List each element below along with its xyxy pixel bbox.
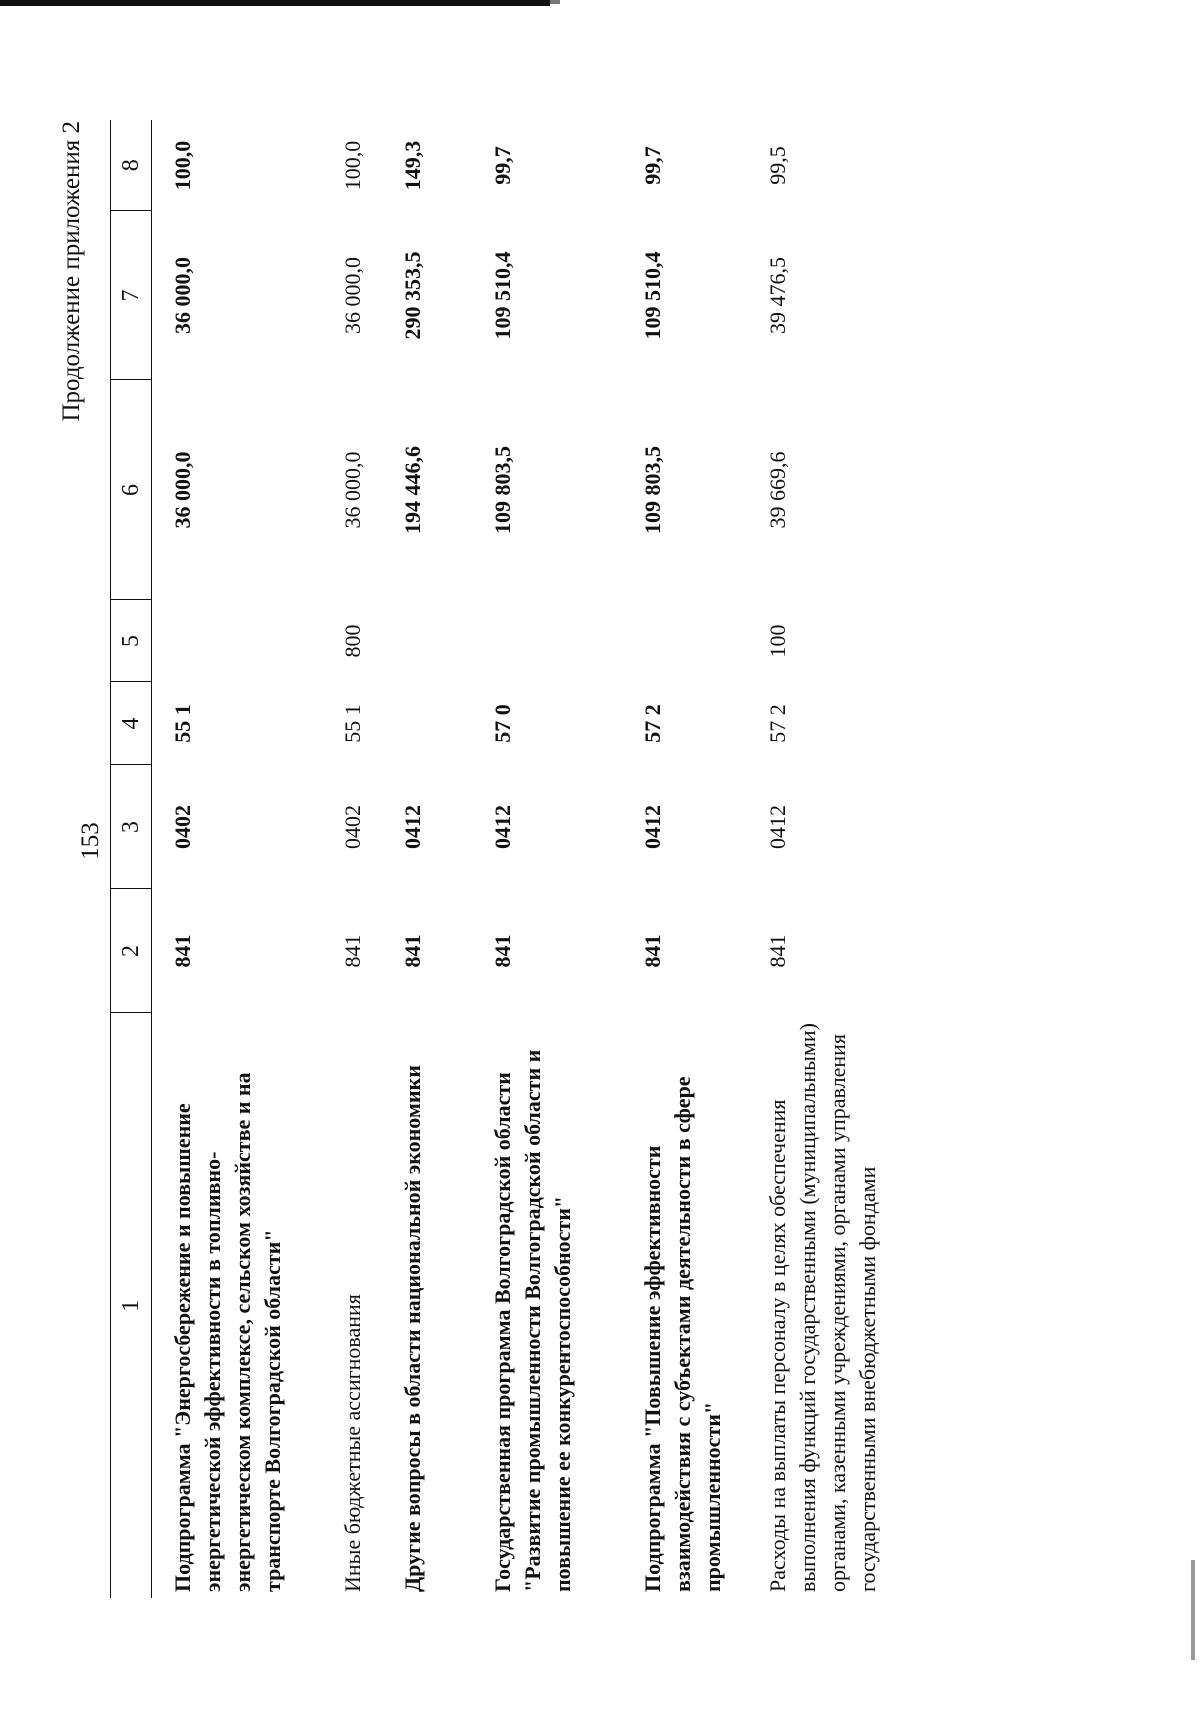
cell-percent: 100,0	[170, 140, 195, 191]
cell-program	[398, 682, 488, 765]
cell-code: 841	[765, 934, 790, 968]
cell-actual: 36 000,0	[340, 257, 365, 334]
row-name: Государственная программа Волгоградской области "Развитие промышленности Волгоградской области и повышение ее конкурентоспособности"	[490, 1049, 575, 1592]
row-name: Иные бюджетные ассигнования	[340, 1294, 365, 1592]
cell-type	[152, 600, 339, 682]
cell-section: 0412	[490, 805, 515, 849]
cell-percent: 149,3	[400, 140, 425, 191]
cell-percent: 99,5	[765, 146, 790, 185]
cell-plan: 39 669,6	[765, 451, 790, 529]
cell-code: 841	[400, 934, 425, 968]
table-row	[488, 120, 638, 1598]
cell-actual: 109 510,4	[490, 251, 515, 340]
cell-plan: 109 803,5	[640, 446, 665, 534]
cell-plan: 36 000,0	[170, 451, 195, 529]
cell-code: 841	[170, 934, 195, 968]
cell-plan: 194 446,6	[400, 446, 425, 534]
row-name: Расходы на выплаты персоналу в целях обеспечения выполнения функций государственными (муниципальными) органами, казенными учреждениями, органами управления государственными внебюджетными фондами	[765, 1023, 880, 1592]
table-row	[638, 120, 763, 1598]
cell-plan: 109 803,5	[490, 446, 515, 534]
header-col-3: 3	[111, 765, 152, 889]
cell-percent: 99,7	[640, 146, 665, 185]
row-name: Подпрограмма "Повышение эффективности взаимодействия с субъектами деятельности в сфере промышленности"	[640, 1076, 725, 1592]
cell-program: 57 2	[640, 704, 665, 743]
cell-section: 0412	[640, 805, 665, 849]
cell-section: 0402	[170, 805, 195, 849]
cell-code: 841	[490, 934, 515, 968]
continuation-label: Продолжение приложения 2	[58, 121, 85, 422]
cell-percent: 99,7	[490, 146, 515, 185]
cell-section: 0412	[400, 805, 425, 849]
cell-program: 57 0	[490, 704, 515, 743]
cell-program: 55 1	[340, 704, 365, 743]
scan-edge-mark-2	[550, 0, 560, 4]
header-col-8: 8	[111, 120, 152, 211]
cell-type	[488, 600, 638, 682]
cell-section: 0412	[765, 805, 790, 849]
header-col-6: 6	[111, 380, 152, 600]
cell-actual: 39 476,5	[765, 257, 790, 334]
cell-actual: 290 353,5	[400, 251, 425, 340]
header-col-7: 7	[111, 211, 152, 380]
rotated-page-content	[50, 56, 1150, 1656]
row-name: Подпрограмма "Энергосбережение и повышение энергетической эффективности в топливно-энергетическом комплексе, сельском хозяйстве и на транспорте Волгоградской области"	[170, 1072, 285, 1592]
cell-code: 841	[340, 934, 365, 968]
scan-edge-mark	[0, 0, 550, 6]
cell-type	[638, 600, 763, 682]
budget-table	[110, 120, 923, 1598]
header-col-1: 1	[111, 1013, 152, 1598]
table-row	[398, 120, 488, 1598]
cell-program: 57 2	[765, 704, 790, 743]
scan-margin-mark	[1191, 1560, 1195, 1660]
cell-type	[398, 600, 488, 682]
header-col-4: 4	[111, 682, 152, 765]
cell-type: 100	[765, 624, 790, 658]
cell-program: 55 1	[170, 704, 195, 743]
cell-actual: 109 510,4	[640, 251, 665, 340]
table-row	[763, 120, 923, 1598]
cell-type: 800	[340, 624, 365, 658]
cell-code: 841	[640, 934, 665, 968]
cell-actual: 36 000,0	[170, 257, 195, 334]
table-row	[152, 120, 339, 1598]
header-row	[111, 120, 152, 1598]
table-row	[338, 120, 398, 1598]
cell-percent: 100,0	[340, 140, 365, 191]
cell-section: 0402	[340, 805, 365, 849]
row-name: Другие вопросы в области национальной экономики	[400, 1065, 425, 1592]
header-col-5: 5	[111, 600, 152, 682]
page-number: 153	[77, 822, 104, 860]
cell-plan: 36 000,0	[340, 451, 365, 529]
header-col-2: 2	[111, 889, 152, 1013]
